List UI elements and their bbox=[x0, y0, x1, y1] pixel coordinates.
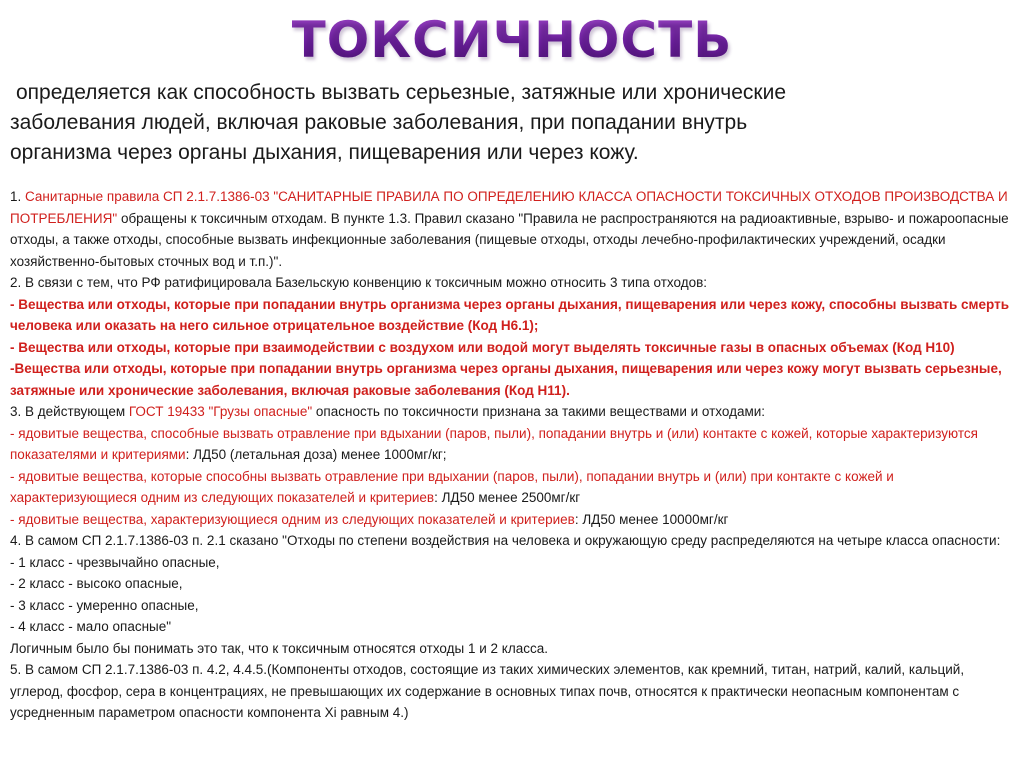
slide-title: ТОКСИЧНОСТЬ bbox=[292, 8, 733, 72]
intro-line: определяется как способность вызвать серьезные, затяжные или хронические bbox=[16, 81, 787, 104]
paragraph-3 bbox=[10, 401, 1016, 423]
paragraph-1-text: обращены к токсичным отходам. В пункте 1.3. Правил сказано "Правила не распространяются на радиоактивные, взрыво- и пожароопасные отходы, а также отходы, способные вызвать инфекционные заболевания (пищевые отходы, отходы лечебно-профилактических учреждений, осадки хозяйственно-бытовых сточных вод и т.п.)". bbox=[10, 210, 1009, 269]
hazard-class-1: - 1 класс - чрезвычайно опасные, bbox=[10, 554, 220, 570]
paragraph-3-suffix: опасность по токсичности признана за такими веществами и отходами: bbox=[312, 404, 766, 419]
intro-line: заболевания людей, включая раковые заболевания, при попадании внутрь bbox=[10, 111, 748, 134]
waste-type-h10: - Вещества или отходы, которые при взаимодействии с воздухом или водой могут выделять токсичные газы в опасных объемах (Код Н10) bbox=[10, 339, 955, 355]
paragraph-1 bbox=[10, 186, 1016, 272]
paragraph-2: 2. В связи с тем, что РФ ратифицировала Базельскую конвенцию к токсичным можно относить 3 типа отходов: bbox=[10, 275, 708, 290]
gost-reference: ГОСТ 19433 "Грузы опасные" bbox=[128, 404, 313, 419]
paragraph-5: 5. В самом СП 2.1.7.1386-03 п. 4.2, 4.4.5.(Компоненты отходов, состоящие из таких химических элементов, как кремний, титан, натрий, калий, кальций, углерод, фосфор, сера в концентрациях, не превышающих их содержание в основных типах почв, относятся к практически неопасным компонентам с усредненным параметром опасности компонента Xi равным 4.) bbox=[10, 662, 965, 720]
body-text bbox=[10, 186, 1016, 724]
sanpin-title: Санитарные правила СП 2.1.7.1386-03 "САНИТАРНЫЕ ПРАВИЛА ПО ОПРЕДЕЛЕНИЮ КЛАССА ОПАСНОСТИ ТОКСИЧНЫХ ОТХОДОВ ПРОИЗВОДСТВА И ПОТРЕБЛЕНИЯ" bbox=[10, 189, 1008, 226]
criterion-text: - ядовитые вещества, характеризующиеся одним из следующих показателей и критериев bbox=[10, 511, 575, 527]
toxic-criterion-2 bbox=[10, 466, 1016, 509]
intro-definition bbox=[10, 78, 1010, 168]
criterion-value: : ЛД50 (летальная доза) менее 1000мг/кг; bbox=[185, 447, 447, 462]
title-container bbox=[0, 8, 1024, 72]
toxic-criterion-3 bbox=[10, 509, 1016, 531]
criterion-text: - ядовитые вещества, способные вызвать отравление при вдыхании (паров, пыли), попадании внутрь и (или) контакте с кожей, которые характеризуются показателями и критериями bbox=[10, 425, 978, 462]
criterion-value: : ЛД50 менее 2500мг/кг bbox=[434, 490, 581, 505]
toxic-criterion-1 bbox=[10, 423, 1016, 466]
paragraph-1-number: 1. bbox=[10, 189, 26, 204]
criterion-value: : ЛД50 менее 10000мг/кг bbox=[574, 511, 729, 527]
criterion-text: - ядовитые вещества, которые способны вызвать отравление при вдыхании (паров, пыли), попадании внутрь и (или) при контакте с кожей и характеризующиеся одним из следующих показателей и критериев bbox=[10, 468, 894, 505]
hazard-class-2: - 2 класс - высоко опасные, bbox=[10, 576, 183, 591]
paragraph-4-conclusion: Логичным было бы понимать это так, что к токсичным относятся отходы 1 и 2 класса. bbox=[10, 640, 548, 656]
hazard-class-3: - 3 класс - умеренно опасные, bbox=[10, 597, 199, 613]
hazard-class-4: - 4 класс - мало опасные" bbox=[10, 619, 172, 634]
paragraph-4: 4. В самом СП 2.1.7.1386-03 п. 2.1 сказано "Отходы по степени воздействия на человека и окружающую среду распределяются на четыре класса опасности: bbox=[10, 533, 1001, 548]
waste-type-h11: -Вещества или отходы, которые при попадании внутрь организма через органы дыхания, пищеварения или через кожу могут вызвать серьезные, затяжные или хронические заболевания, включая раковые заболевания (Код Н11). bbox=[10, 361, 1002, 398]
paragraph-3-prefix: 3. В действующем bbox=[10, 404, 129, 419]
waste-type-h6-1: - Вещества или отходы, которые при попадании внутрь организма через органы дыхания, пищеварения или через кожу, способны вызвать смерть человека или оказать на него сильное отрицательное воздействие (Код Н6.1); bbox=[10, 296, 1010, 333]
intro-line: организма через органы дыхания, пищеварения или через кожу. bbox=[10, 141, 639, 164]
